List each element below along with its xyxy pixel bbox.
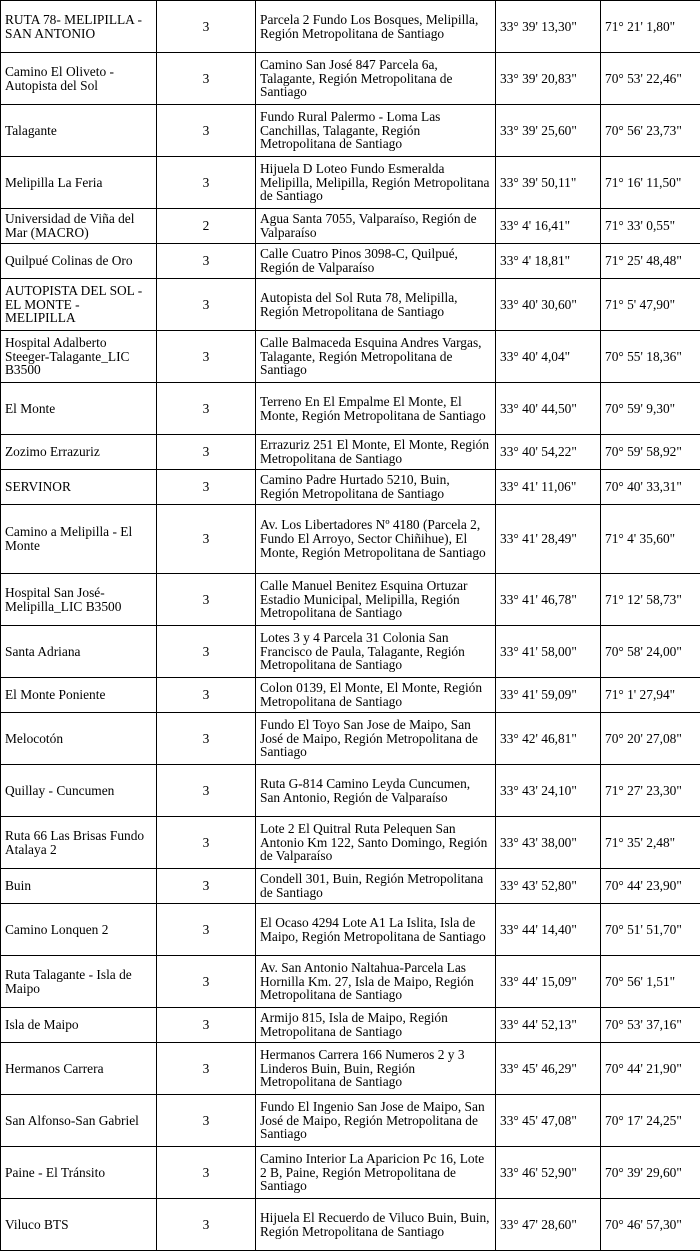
table-row xyxy=(1,904,700,956)
site-name-cell: Ruta Talagante - Isla de Maipo xyxy=(1,956,157,1008)
longitude-cell: 70° 59' 58,92" xyxy=(601,435,700,470)
longitude-cell: 71° 33' 0,55" xyxy=(601,209,700,244)
latitude-cell: 33° 40' 30,60" xyxy=(496,279,601,331)
sector-count-cell: 3 xyxy=(157,279,256,331)
table-row xyxy=(1,209,700,244)
table-row xyxy=(1,765,700,817)
sector-count-cell: 3 xyxy=(157,904,256,956)
address-cell: Lotes 3 y 4 Parcela 31 Colonia San Francisco de Paula, Talagante, Región Metropolitana de Santiago xyxy=(256,626,496,678)
table-row xyxy=(1,1199,700,1251)
longitude-cell: 71° 27' 23,30" xyxy=(601,765,700,817)
sector-count-cell: 3 xyxy=(157,470,256,505)
table-row xyxy=(1,279,700,331)
address-cell: Colon 0139, El Monte, El Monte, Región Metropolitana de Santiago xyxy=(256,678,496,713)
sector-count-cell: 3 xyxy=(157,956,256,1008)
site-name-cell: Santa Adriana xyxy=(1,626,157,678)
site-name-cell: Ruta 66 Las Brisas Fundo Atalaya 2 xyxy=(1,817,157,869)
sector-count-cell: 3 xyxy=(157,574,256,626)
table-row xyxy=(1,1147,700,1199)
site-name-cell: Camino a Melipilla - El Monte xyxy=(1,505,157,574)
latitude-cell: 33° 41' 59,09" xyxy=(496,678,601,713)
longitude-cell: 70° 40' 33,31" xyxy=(601,470,700,505)
table-row xyxy=(1,713,700,765)
site-name-cell: Viluco BTS xyxy=(1,1199,157,1251)
table-row xyxy=(1,678,700,713)
address-cell: Condell 301, Buin, Región Metropolitana de Santiago xyxy=(256,869,496,904)
longitude-cell: 70° 56' 23,73" xyxy=(601,105,700,157)
latitude-cell: 33° 4' 16,41" xyxy=(496,209,601,244)
latitude-cell: 33° 44' 52,13" xyxy=(496,1008,601,1043)
latitude-cell: 33° 40' 4,04" xyxy=(496,331,601,383)
longitude-cell: 71° 16' 11,50" xyxy=(601,157,700,209)
site-name-cell: Buin xyxy=(1,869,157,904)
table-row xyxy=(1,1095,700,1147)
table-row xyxy=(1,505,700,574)
site-name-cell: El Monte xyxy=(1,383,157,435)
site-name-cell: Hospital San José-Melipilla_LIC B3500 xyxy=(1,574,157,626)
site-name-cell: Universidad de Viña del Mar (MACRO) xyxy=(1,209,157,244)
table-row xyxy=(1,383,700,435)
longitude-cell: 70° 55' 18,36" xyxy=(601,331,700,383)
longitude-cell: 70° 44' 23,90" xyxy=(601,869,700,904)
site-name-cell: Hospital Adalberto Steeger-Talagante_LIC B3500 xyxy=(1,331,157,383)
site-name-cell: SERVINOR xyxy=(1,470,157,505)
longitude-cell: 70° 17' 24,25" xyxy=(601,1095,700,1147)
address-cell: Calle Cuatro Pinos 3098-C, Quilpué, Región de Valparaíso xyxy=(256,244,496,279)
address-cell: Parcela 2 Fundo Los Bosques, Melipilla, Región Metropolitana de Santiago xyxy=(256,1,496,53)
table-row xyxy=(1,105,700,157)
address-cell: Camino Padre Hurtado 5210, Buin, Región Metropolitana de Santiago xyxy=(256,470,496,505)
site-name-cell: El Monte Poniente xyxy=(1,678,157,713)
site-name-cell: Zozimo Errazuriz xyxy=(1,435,157,470)
longitude-cell: 71° 25' 48,48" xyxy=(601,244,700,279)
table-row xyxy=(1,470,700,505)
sector-count-cell: 3 xyxy=(157,817,256,869)
latitude-cell: 33° 46' 52,90" xyxy=(496,1147,601,1199)
latitude-cell: 33° 44' 15,09" xyxy=(496,956,601,1008)
sector-count-cell: 3 xyxy=(157,626,256,678)
address-cell: Camino San José 847 Parcela 6a, Talagante, Región Metropolitana de Santiago xyxy=(256,53,496,105)
site-name-cell: Camino Lonquen 2 xyxy=(1,904,157,956)
latitude-cell: 33° 41' 28,49" xyxy=(496,505,601,574)
latitude-cell: 33° 45' 47,08" xyxy=(496,1095,601,1147)
sector-count-cell: 3 xyxy=(157,1095,256,1147)
longitude-cell: 70° 39' 29,60" xyxy=(601,1147,700,1199)
address-cell: Fundo El Ingenio San Jose de Maipo, San José de Maipo, Región Metropolitana de Santiago xyxy=(256,1095,496,1147)
sector-count-cell: 3 xyxy=(157,1,256,53)
address-cell: Hermanos Carrera 166 Numeros 2 y 3 Linderos Buin, Buin, Región Metropolitana de Santiago xyxy=(256,1043,496,1095)
latitude-cell: 33° 42' 46,81" xyxy=(496,713,601,765)
table-row xyxy=(1,1008,700,1043)
address-cell: Hijuela D Loteo Fundo Esmeralda Melipilla, Melipilla, Región Metropolitana de Santiago xyxy=(256,157,496,209)
latitude-cell: 33° 41' 11,06" xyxy=(496,470,601,505)
table-row xyxy=(1,331,700,383)
latitude-cell: 33° 43' 38,00" xyxy=(496,817,601,869)
sector-count-cell: 3 xyxy=(157,1008,256,1043)
address-cell: Camino Interior La Aparicion Pc 16, Lote 2 B, Paine, Región Metropolitana de Santiago xyxy=(256,1147,496,1199)
sector-count-cell: 3 xyxy=(157,1043,256,1095)
sector-count-cell: 3 xyxy=(157,869,256,904)
longitude-cell: 70° 58' 24,00" xyxy=(601,626,700,678)
longitude-cell: 70° 51' 51,70" xyxy=(601,904,700,956)
sector-count-cell: 3 xyxy=(157,713,256,765)
address-cell: Calle Balmaceda Esquina Andres Vargas, Talagante, Región Metropolitana de Santiago xyxy=(256,331,496,383)
latitude-cell: 33° 39' 50,11" xyxy=(496,157,601,209)
longitude-cell: 70° 53' 37,16" xyxy=(601,1008,700,1043)
latitude-cell: 33° 39' 20,83" xyxy=(496,53,601,105)
table-row xyxy=(1,53,700,105)
sector-count-cell: 3 xyxy=(157,53,256,105)
sector-count-cell: 3 xyxy=(157,1199,256,1251)
latitude-cell: 33° 39' 25,60" xyxy=(496,105,601,157)
address-cell: Av. Los Libertadores Nº 4180 (Parcela 2, Fundo El Arroyo, Sector Chiñihue), El Monte, Región Metropolitana de Santiago xyxy=(256,505,496,574)
address-cell: Terreno En El Empalme El Monte, El Monte, Región Metropolitana de Santiago xyxy=(256,383,496,435)
table-row xyxy=(1,817,700,869)
sector-count-cell: 3 xyxy=(157,105,256,157)
address-cell: El Ocaso 4294 Lote A1 La Islita, Isla de Maipo, Región Metropolitana de Santiago xyxy=(256,904,496,956)
table-row xyxy=(1,626,700,678)
sector-count-cell: 3 xyxy=(157,383,256,435)
sector-count-cell: 3 xyxy=(157,244,256,279)
longitude-cell: 70° 56' 1,51" xyxy=(601,956,700,1008)
sector-count-cell: 3 xyxy=(157,765,256,817)
site-name-cell: Quilpué Colinas de Oro xyxy=(1,244,157,279)
site-name-cell: Hermanos Carrera xyxy=(1,1043,157,1095)
table-row xyxy=(1,574,700,626)
address-cell: Hijuela El Recuerdo de Viluco Buin, Buin, Región Metropolitana de Santiago xyxy=(256,1199,496,1251)
address-cell: Ruta G-814 Camino Leyda Cuncumen, San Antonio, Región de Valparaíso xyxy=(256,765,496,817)
sector-count-cell: 3 xyxy=(157,435,256,470)
address-cell: Errazuriz 251 El Monte, El Monte, Región Metropolitana de Santiago xyxy=(256,435,496,470)
address-cell: Agua Santa 7055, Valparaíso, Región de Valparaíso xyxy=(256,209,496,244)
latitude-cell: 33° 44' 14,40" xyxy=(496,904,601,956)
latitude-cell: 33° 39' 13,30" xyxy=(496,1,601,53)
sector-count-cell: 2 xyxy=(157,209,256,244)
sector-count-cell: 3 xyxy=(157,505,256,574)
longitude-cell: 71° 12' 58,73" xyxy=(601,574,700,626)
sector-count-cell: 3 xyxy=(157,331,256,383)
table-row xyxy=(1,1043,700,1095)
longitude-cell: 70° 53' 22,46" xyxy=(601,53,700,105)
address-cell: Autopista del Sol Ruta 78, Melipilla, Región Metropolitana de Santiago xyxy=(256,279,496,331)
longitude-cell: 70° 20' 27,08" xyxy=(601,713,700,765)
longitude-cell: 71° 21' 1,80" xyxy=(601,1,700,53)
site-name-cell: Talagante xyxy=(1,105,157,157)
table-row xyxy=(1,1,700,53)
sector-count-cell: 3 xyxy=(157,678,256,713)
site-name-cell: San Alfonso-San Gabriel xyxy=(1,1095,157,1147)
site-name-cell: AUTOPISTA DEL SOL - EL MONTE - MELIPILLA xyxy=(1,279,157,331)
longitude-cell: 70° 59' 9,30" xyxy=(601,383,700,435)
sites-table-body xyxy=(1,1,700,1251)
sector-count-cell: 3 xyxy=(157,1147,256,1199)
site-name-cell: RUTA 78- MELIPILLA - SAN ANTONIO xyxy=(1,1,157,53)
address-cell: Armijo 815, Isla de Maipo, Región Metropolitana de Santiago xyxy=(256,1008,496,1043)
address-cell: Fundo Rural Palermo - Loma Las Canchillas, Talagante, Región Metropolitana de Santiago xyxy=(256,105,496,157)
longitude-cell: 71° 5' 47,90" xyxy=(601,279,700,331)
latitude-cell: 33° 40' 44,50" xyxy=(496,383,601,435)
site-name-cell: Paine - El Tránsito xyxy=(1,1147,157,1199)
address-cell: Lote 2 El Quitral Ruta Pelequen San Antonio Km 122, Santo Domingo, Región de Valparaíso xyxy=(256,817,496,869)
site-name-cell: Isla de Maipo xyxy=(1,1008,157,1043)
latitude-cell: 33° 45' 46,29" xyxy=(496,1043,601,1095)
table-row xyxy=(1,157,700,209)
latitude-cell: 33° 40' 54,22" xyxy=(496,435,601,470)
latitude-cell: 33° 47' 28,60" xyxy=(496,1199,601,1251)
table-row xyxy=(1,435,700,470)
site-name-cell: Camino El Oliveto - Autopista del Sol xyxy=(1,53,157,105)
site-name-cell: Melocotón xyxy=(1,713,157,765)
longitude-cell: 71° 1' 27,94" xyxy=(601,678,700,713)
latitude-cell: 33° 43' 52,80" xyxy=(496,869,601,904)
site-name-cell: Melipilla La Feria xyxy=(1,157,157,209)
latitude-cell: 33° 43' 24,10" xyxy=(496,765,601,817)
longitude-cell: 71° 4' 35,60" xyxy=(601,505,700,574)
longitude-cell: 71° 35' 2,48" xyxy=(601,817,700,869)
latitude-cell: 33° 4' 18,81" xyxy=(496,244,601,279)
longitude-cell: 70° 46' 57,30" xyxy=(601,1199,700,1251)
latitude-cell: 33° 41' 58,00" xyxy=(496,626,601,678)
longitude-cell: 70° 44' 21,90" xyxy=(601,1043,700,1095)
address-cell: Calle Manuel Benitez Esquina Ortuzar Estadio Municipal, Melipilla, Región Metropolitana de Santiago xyxy=(256,574,496,626)
site-name-cell: Quillay - Cuncumen xyxy=(1,765,157,817)
table-row xyxy=(1,869,700,904)
address-cell: Fundo El Toyo San Jose de Maipo, San José de Maipo, Región Metropolitana de Santiago xyxy=(256,713,496,765)
address-cell: Av. San Antonio Naltahua-Parcela Las Hornilla Km. 27, Isla de Maipo, Región Metropolitana de Santiago xyxy=(256,956,496,1008)
latitude-cell: 33° 41' 46,78" xyxy=(496,574,601,626)
table-row xyxy=(1,244,700,279)
table-row xyxy=(1,956,700,1008)
sector-count-cell: 3 xyxy=(157,157,256,209)
